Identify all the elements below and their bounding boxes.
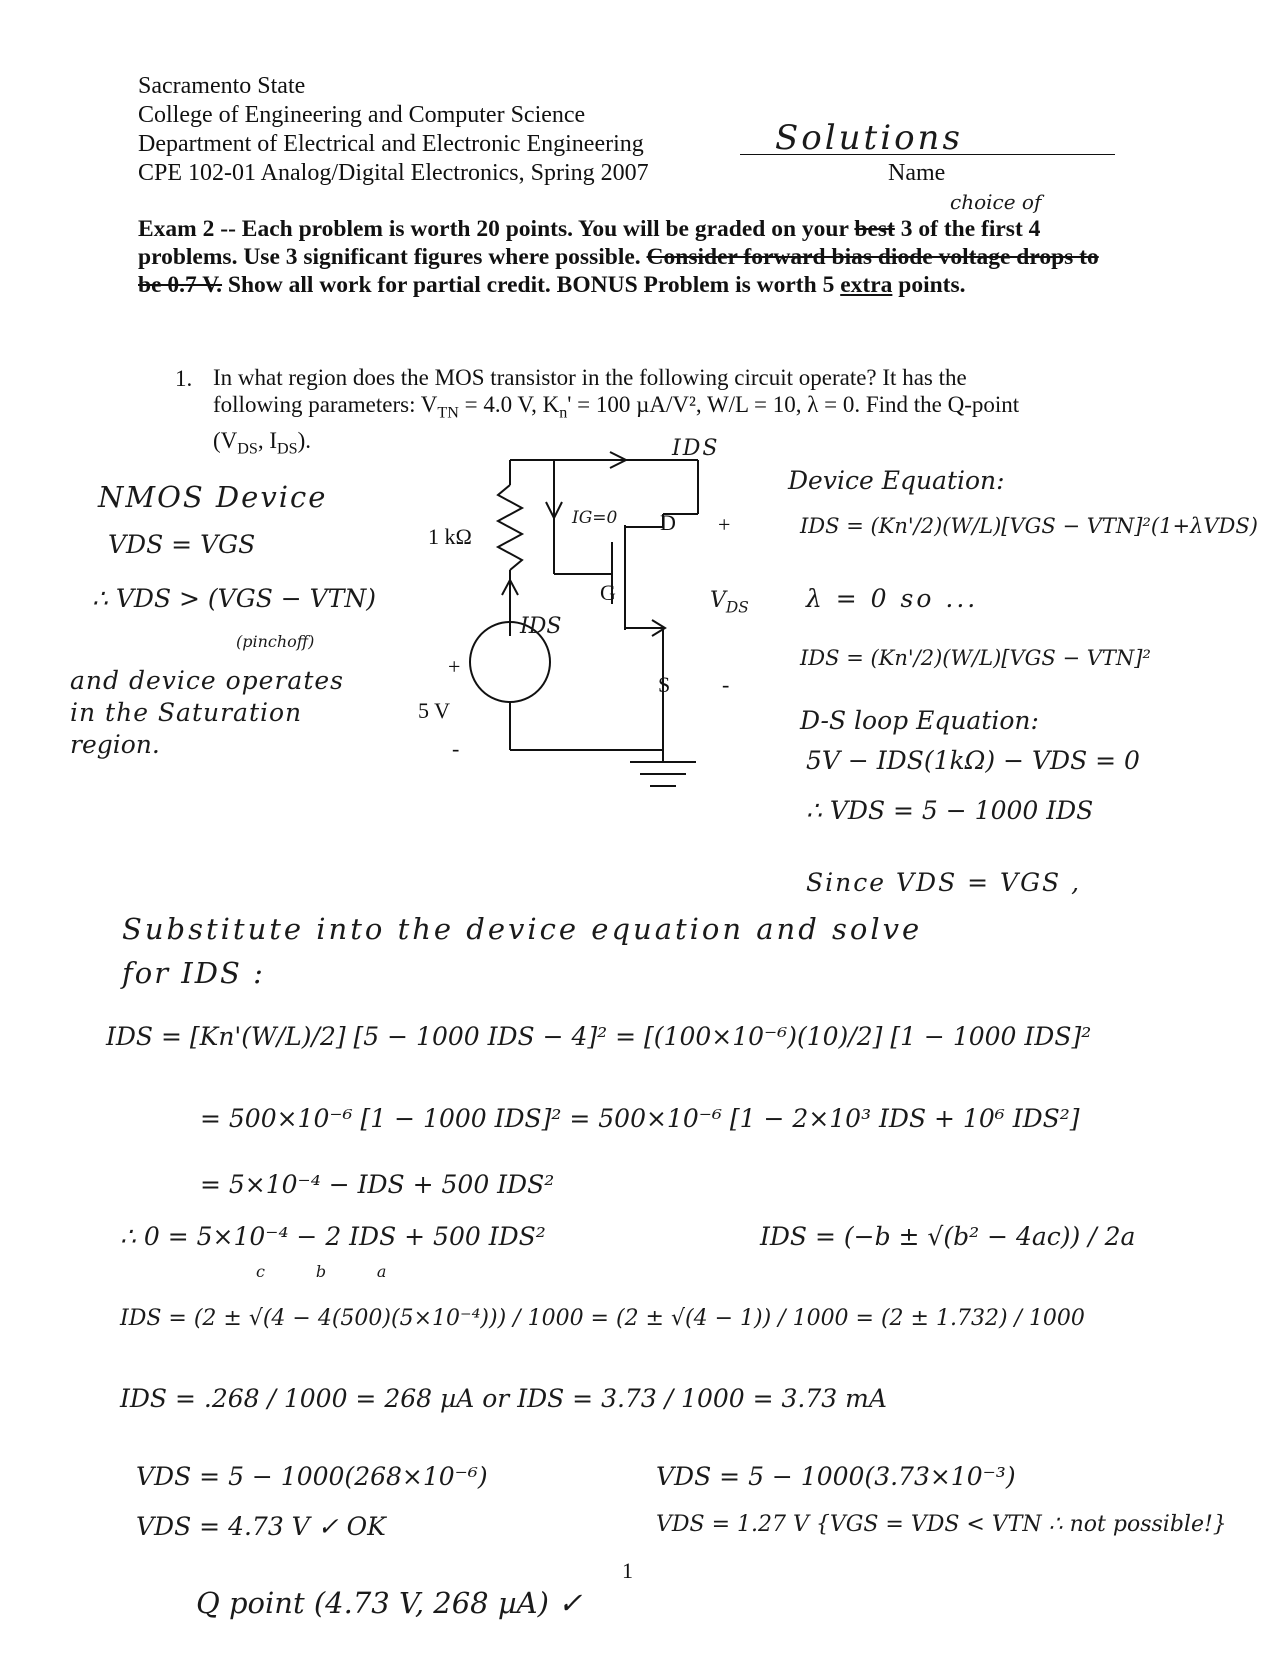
work-vds-268: VDS = 5 − 1000(268×10⁻⁶) <box>136 1462 488 1491</box>
header-block <box>138 72 649 188</box>
note-lambda-zero: λ = 0 so ... <box>806 584 979 613</box>
ig-label: IG=0 <box>572 508 618 528</box>
resistor-label: 1 kΩ <box>428 524 472 549</box>
instr-struck-diode: Consider forward bias diode voltage drops to be 0.7 V. <box>138 244 1099 298</box>
vds-minus: - <box>722 672 730 697</box>
college-name: College of Engineering and Computer Science <box>138 102 586 128</box>
note-device-equation: Device Equation: <box>788 466 1005 495</box>
name-line <box>740 154 1115 155</box>
work-vds-373: VDS = 5 − 1000(3.73×10⁻³) <box>656 1462 1016 1491</box>
page-number: 1 <box>622 1558 633 1583</box>
note-vds-eq-vgs: VDS = VGS <box>108 530 256 559</box>
resistor-zigzag <box>498 485 522 570</box>
instr-end: points. <box>892 272 966 298</box>
school-name: Sacramento State <box>138 73 306 99</box>
ids-top-label: IDS <box>672 436 720 461</box>
work-vds-473: VDS = 4.73 V ✓ OK <box>136 1512 386 1541</box>
work-substitute: Substitute into the device equation and solve <box>122 912 923 946</box>
work-quadratic-formula: IDS = (−b ± √(b² − 4ac)) / 2a <box>760 1222 1136 1251</box>
note-ds-loop: D-S loop Equation: <box>800 706 1039 735</box>
work-for-ids: for IDS : <box>122 956 265 990</box>
work-line-6: ∴ 0 = 5×10⁻⁴ − 2 IDS + 500 IDS² <box>120 1222 546 1251</box>
department-name: Department of Electrical and Electronic Engineering <box>138 131 644 157</box>
note-ids-full-eq: IDS = (Kn'/2)(W/L)[VGS − VTN]²(1+λVDS) <box>800 514 1258 538</box>
work-line-9: IDS = .268 / 1000 = 268 µA or IDS = 3.73 / 1000 = 3.73 mA <box>120 1384 887 1413</box>
note-ids-simplified: IDS = (Kn'/2)(W/L)[VGS − VTN]² <box>800 646 1151 670</box>
drain-plus: + <box>718 512 731 537</box>
note-in-the-saturation: in the Saturation <box>70 698 303 727</box>
source-plus: + <box>448 654 461 679</box>
work-line-3: IDS = [Kn'(W/L)/2] [5 − 1000 IDS − 4]² = [(100×10⁻⁶)(10)/2] [1 − 1000 IDS]² <box>106 1022 1092 1051</box>
instr-tail: Show all work for partial credit. BONUS Problem is worth 5 <box>222 272 841 298</box>
note-vds-expression: ∴ VDS = 5 − 1000 IDS <box>806 796 1094 825</box>
instr-extra: extra <box>840 272 893 298</box>
note-pinchoff: (pinchoff) <box>236 632 315 651</box>
note-loop-equation: 5V − IDS(1kΩ) − VDS = 0 <box>806 746 1140 775</box>
choice-of-note: choice of <box>950 190 1042 214</box>
note-region: region. <box>70 730 160 759</box>
work-vds-127: VDS = 1.27 V {VGS = VDS < VTN ∴ not possible!} <box>656 1512 1227 1537</box>
drain-label: D <box>660 510 676 535</box>
problem-line-1: In what region does the MOS transistor in the following circuit operate? It has the <box>213 365 967 390</box>
work-line-4: = 500×10⁻⁶ [1 − 1000 IDS]² = 500×10⁻⁶ [1 − 2×10³ IDS + 10⁶ IDS²] <box>200 1104 1080 1133</box>
name-handwritten: Solutions <box>775 118 963 158</box>
note-vds-gt: ∴ VDS > (VGS − VTN) <box>92 584 377 613</box>
work-line-5: = 5×10⁻⁴ − IDS + 500 IDS² <box>200 1170 555 1199</box>
source-label: 5 V <box>418 698 450 723</box>
instr-mid: 3 of the first 4 problems. Use 3 significant figures where possible. <box>138 216 1041 270</box>
problem-number: 1. <box>175 366 193 391</box>
work-line-8: IDS = (2 ± √(4 − 4(500)(5×10⁻⁴))) / 1000 = (2 ± √(4 − 1)) / 1000 = (2 ± 1.732) / 1000 <box>120 1306 1085 1331</box>
course-title: CPE 102-01 Analog/Digital Electronics, Spring 2007 <box>138 160 649 186</box>
instr-lead: Exam 2 -- Each problem is worth 20 points. You will be graded on your <box>138 216 855 242</box>
ids-left-label: IDS <box>520 614 562 639</box>
vds-label: $V_{DS}$ <box>710 588 749 617</box>
note-since: Since VDS = VGS , <box>806 868 1082 897</box>
gate-label: G <box>600 580 616 605</box>
source-terminal-label: S <box>658 672 671 697</box>
note-device-operates: and device operates <box>70 666 344 695</box>
problem-line-2: following parameters: $V_{TN} = 4.0$ V, $K_n' = 100$ µA/V², W/L = 10, λ = 0. Find the Q-point <box>213 392 1020 422</box>
work-q-point: Q point (4.73 V, 268 µA) ✓ <box>196 1586 583 1620</box>
problem-line-3: ($V_{DS}$, $I_{DS}$). <box>213 427 312 458</box>
exam-instructions <box>138 215 1118 299</box>
work-line-6-labels: c b a <box>256 1262 387 1281</box>
source-minus: - <box>452 736 460 761</box>
instr-best-struck: best <box>854 216 895 242</box>
note-nmos-device: NMOS Device <box>98 480 328 514</box>
name-label: Name <box>888 160 946 186</box>
